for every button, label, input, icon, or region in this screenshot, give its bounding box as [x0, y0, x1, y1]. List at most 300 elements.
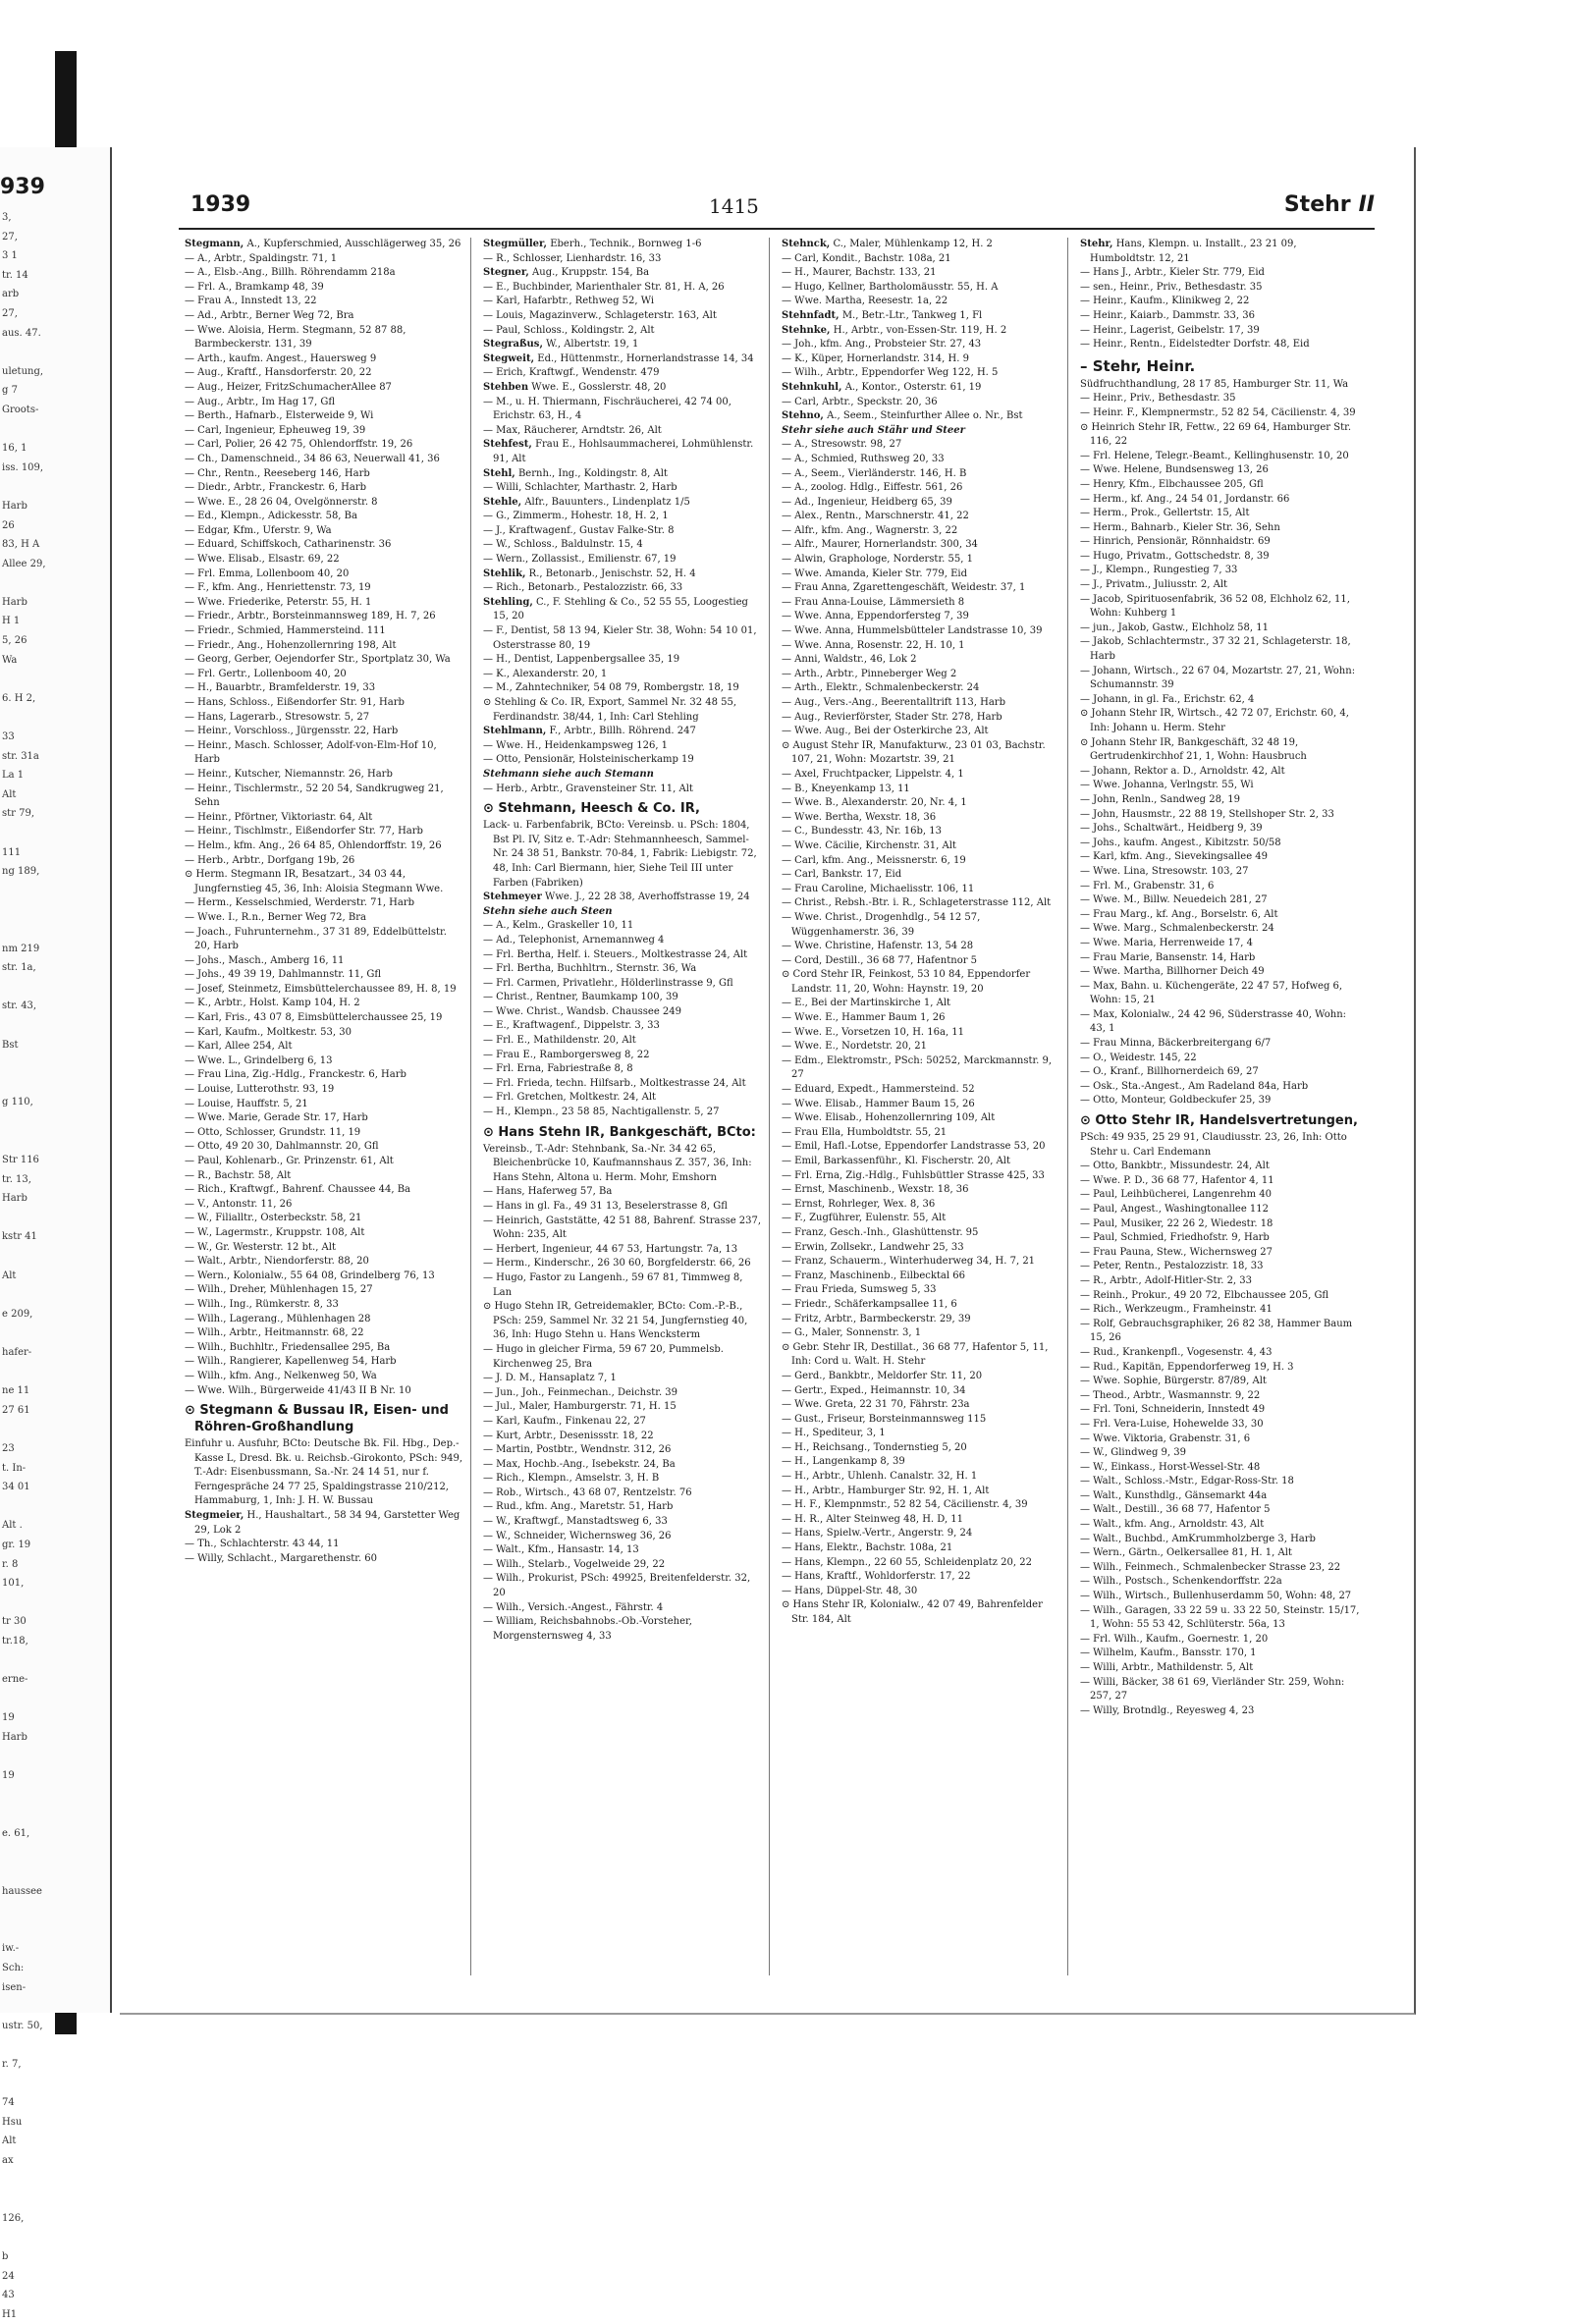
- directory-entry: [185, 1198, 464, 1213]
- entry-text: — Jakob, Schlachtermstr., 37 32 21, Schlageterstr. 18, Harb: [1080, 636, 1351, 663]
- entry-text: — Cord, Destill., 36 68 77, Hafentnor 5: [782, 954, 978, 966]
- entry-text: ⊙ Stegmann & Bussau IR, Eisen- und Röhren-Großhandlung: [185, 1403, 449, 1435]
- entry-text: — Paul, Musiker, 22 26 2, Wiedestr. 18: [1080, 1217, 1273, 1229]
- directory-entry: [483, 1243, 763, 1258]
- previous-page-fragment: 19: [2, 1712, 15, 1724]
- directory-entry: [185, 768, 464, 783]
- entry-text: — Willy, Schlacht., Margarethenstr. 60: [185, 1552, 377, 1564]
- entry-text: ⊙ August Stehr IR, Manufakturw., 23 01 03, Bachstr. 107, 21, Wohn: Mozartstr. 39, 21: [782, 739, 1046, 766]
- directory-entry: [185, 1040, 464, 1054]
- previous-page-fragment: [2, 1920, 46, 1940]
- previous-page-fragment: b: [2, 2250, 9, 2262]
- directory-entry: [1080, 324, 1361, 339]
- entry-text: — Frl. Vera-Luise, Hohewelde 33, 30: [1080, 1418, 1264, 1430]
- directory-entry: [1080, 478, 1361, 493]
- entry-text: — Max, Kolonialw., 24 42 96, Süderstrasse 40, Wohn: 43, 1: [1080, 1008, 1347, 1035]
- directory-entry: [483, 1215, 763, 1243]
- previous-page-fragment: [2, 824, 46, 843]
- entry-text: — Hans, Haferweg 57, Ba: [483, 1186, 613, 1198]
- entry-text: — H., Arbtr., Uhlenh. Canalstr. 32, H. 1: [782, 1471, 978, 1483]
- directory-entry: [483, 1124, 763, 1141]
- entry-text: Vereinsb., T.-Adr: Stehnbank, Sa.-Nr. 34 42 65, Bleichenbrücke 10, Kaufmannshaus Z. 357, 36, Inh: Hans Stehn, Altona u. Herm. Mohr, Emshorn: [483, 1143, 752, 1183]
- entry-text: — Ad., Arbtr., Berner Weg 72, Bra: [185, 309, 354, 321]
- directory-entry: [782, 252, 1061, 267]
- directory-entry: [1080, 1274, 1361, 1289]
- directory-entry: [782, 396, 1061, 410]
- directory-entry: [1080, 1661, 1361, 1676]
- entry-text: — Heinr., Pförtner, Viktoriastr. 64, Alt: [185, 811, 373, 823]
- entry-text: — Wwe. Marie, Gerade Str. 17, Harb: [185, 1112, 368, 1124]
- directory-entry: [782, 1283, 1061, 1298]
- entry-text: — Frau E., Ramborgersweg 8, 22: [483, 1049, 650, 1060]
- entry-text: — Heinr., Vorschloss., Jürgensstr. 22, Harb: [185, 726, 399, 737]
- directory-entry: [1080, 1231, 1361, 1246]
- previous-page-fragment: [2, 420, 46, 440]
- entry-text: — Frl. Toni, Schneiderin, Innstedt 49: [1080, 1404, 1266, 1416]
- directory-entry: [185, 324, 464, 352]
- directory-entry: [483, 962, 763, 977]
- directory-entry: [1080, 295, 1361, 309]
- directory-entry: [185, 896, 464, 911]
- directory-entry: [782, 1298, 1061, 1313]
- entry-text: — Heinrich, Gaststätte, 42 51 88, Bahrenf. Strasse 237, Wohn: 235, Alt: [483, 1215, 762, 1241]
- entry-text: Aug., Kruppstr. 154, Ba: [532, 267, 650, 279]
- directory-entry: [782, 711, 1061, 726]
- previous-page-fragment: tr.18,: [2, 1635, 28, 1647]
- entry-text: — Wilh., Rangierer, Kapellenweg 54, Harb: [185, 1356, 397, 1368]
- directory-entry: [782, 639, 1061, 654]
- entry-text: — O., Kranf., Billhornerdeich 69, 27: [1080, 1066, 1259, 1078]
- entry-text: — Hans, Schloss., Eißendorfer Str. 91, Harb: [185, 697, 405, 708]
- entry-surname: Stegner,: [483, 267, 529, 279]
- previous-page-fragment: 74: [2, 2097, 15, 2109]
- directory-entry: [1080, 378, 1361, 393]
- entry-text: — Helm., kfm. Ang., 26 64 85, Ohlendorffstr. 19, 26: [185, 839, 442, 851]
- directory-entry: [185, 1313, 464, 1327]
- directory-entry: [185, 711, 464, 726]
- entry-surname: Stehnkuhl,: [782, 381, 842, 393]
- directory-entry: [185, 668, 464, 682]
- directory-entry: [1080, 937, 1361, 951]
- entry-text: — A., Schmied, Ruthsweg 20, 33: [782, 453, 945, 464]
- entry-text: — Willi, Arbtr., Mathildenstr. 5, Alt: [1080, 1662, 1254, 1673]
- directory-entry: [483, 553, 763, 567]
- directory-entry: [782, 739, 1061, 768]
- directory-entry: [483, 800, 763, 817]
- entry-text: — Wwe. I., R.n., Berner Weg 72, Bra: [185, 911, 366, 923]
- directory-entry: [1080, 922, 1361, 937]
- directory-entry: [782, 725, 1061, 739]
- directory-entry: [185, 481, 464, 496]
- directory-entry: [1080, 736, 1361, 765]
- keyword-text: Stehr: [1283, 192, 1351, 217]
- directory-entry: [483, 1530, 763, 1544]
- entry-text: R., Betonarb., Jenischstr. 52, H. 4: [528, 567, 696, 579]
- directory-entry: [782, 238, 1061, 252]
- entry-text: — A., Seem., Vierländerstr. 146, H. B: [782, 467, 967, 479]
- entry-text: — W., Gr. Westerstr. 12 bt., Alt: [185, 1241, 336, 1253]
- entry-text: — Rich., Betonarb., Pestalozzistr. 66, 33: [483, 582, 683, 594]
- directory-entry: [782, 453, 1061, 467]
- entry-text: — Max, Hochb.-Ang., Isebekstr. 24, Ba: [483, 1458, 676, 1470]
- entry-text: — Frau Anna-Louise, Lämmersieth 8: [782, 596, 965, 608]
- page-number: 1415: [709, 194, 759, 218]
- directory-entry: [782, 481, 1061, 496]
- entry-text: — Wwe. E., Vorsetzen 10, H. 16a, 11: [782, 1026, 965, 1038]
- entry-text: — Berth., Hafnarb., Elsterweide 9, Wi: [185, 410, 374, 422]
- directory-entry: [1080, 1065, 1361, 1080]
- directory-entry: [1080, 535, 1361, 550]
- directory-entry: [483, 977, 763, 992]
- entry-text: — Frau A., Innstedt 13, 22: [185, 296, 317, 307]
- entry-text: — H., Arbtr., Hamburger Str. 92, H. 1, Alt: [782, 1485, 990, 1496]
- directory-entry: [1080, 665, 1361, 693]
- entry-text: — Paul, Schloss., Koldingstr. 2, Alt: [483, 324, 655, 336]
- directory-entry: [185, 281, 464, 296]
- entry-text: — Franz, Schauerm., Winterhuderweg 34, H. 7, 21: [782, 1256, 1036, 1268]
- entry-text: — Wwe. Martha, Reesestr. 1a, 22: [782, 296, 948, 307]
- entry-surname: Stehle,: [483, 496, 522, 508]
- entry-text: — Theod., Arbtr., Wasmannstr. 9, 22: [1080, 1389, 1261, 1401]
- directory-entry: [185, 1226, 464, 1241]
- entry-text: — John, Hausmstr., 22 88 19, Stellshoper Str. 2, 33: [1080, 808, 1334, 820]
- entry-text: — Louise, Hauffstr. 5, 21: [185, 1098, 308, 1109]
- directory-entry: [483, 438, 763, 466]
- entry-text: — Wwe. E., Hammer Baum 1, 26: [782, 1012, 946, 1024]
- previous-page-edge: [0, 147, 112, 2320]
- entry-text: — Wwe. P. D., 36 68 77, Hafentor 4, 11: [1080, 1174, 1274, 1186]
- directory-entry: [782, 338, 1061, 352]
- directory-entry: [1080, 893, 1361, 908]
- directory-entry: [185, 839, 464, 854]
- directory-entry: [1080, 951, 1361, 966]
- entry-text: — Wilh., Versich.-Angest., Fährstr. 4: [483, 1601, 664, 1613]
- previous-page-fragment: [2, 1247, 46, 1267]
- directory-entry: [1080, 1289, 1361, 1304]
- entry-text: — Heinr., Rentn., Eidelstedter Dorfstr. 48, Eid: [1080, 339, 1310, 351]
- entry-text: — Carl, Arbtr., Speckstr. 20, 36: [782, 396, 938, 407]
- previous-page-fragment: uletung,: [2, 365, 44, 377]
- entry-text: — Walt., Kunsthdlg., Gänsemarkt 44a: [1080, 1489, 1268, 1501]
- directory-entry: [185, 1326, 464, 1341]
- directory-entry: [1080, 779, 1361, 793]
- previous-page-fragment: Hsu: [2, 2116, 23, 2128]
- previous-page-fragment: 126,: [2, 2212, 25, 2224]
- entry-text: ⊙ Hans Stehr IR, Kolonialw., 42 07 49, Bahrenfelder Str. 184, Alt: [782, 1599, 1043, 1625]
- entry-text: — W., Schloss., Baldulnstr. 15, 4: [483, 539, 643, 551]
- directory-entry: [1080, 593, 1361, 622]
- directory-entry: [1080, 1052, 1361, 1066]
- previous-page-fragment: [2, 1690, 46, 1709]
- previous-page-fragment: [2, 2075, 46, 2094]
- entry-text: — Frl. A., Bramkamp 48, 39: [185, 281, 324, 293]
- directory-entry: [1080, 635, 1361, 664]
- entry-text: — Henry, Kfm., Elbchaussee 205, Gfl: [1080, 478, 1264, 490]
- directory-entry: [782, 1212, 1061, 1226]
- entry-text: — Otto, Schlosser, Grundstr. 11, 19: [185, 1126, 361, 1138]
- directory-entry: [185, 854, 464, 869]
- entry-text: ⊙ Johann Stehr IR, Wirtsch., 42 72 07, Erichstr. 60, 4, Inh: Johann u. Herm. Stehr: [1080, 708, 1349, 733]
- previous-page-fragment: ax: [2, 2154, 14, 2166]
- entry-text: — Aug., Kraftf., Hansdorferstr. 20, 22: [185, 367, 372, 379]
- entry-text: — Karl, kfm. Ang., Sievekingsallee 49: [1080, 851, 1269, 863]
- entry-text: — Hans J., Arbtr., Kieler Str. 779, Eid: [1080, 267, 1265, 279]
- entry-text: — G., Zimmerm., Hohestr. 18, H. 2, 1: [483, 511, 669, 522]
- directory-entry: [782, 1498, 1061, 1513]
- previous-page-fragment: iss. 109,: [2, 461, 44, 473]
- previous-page-fragment: Groots-: [2, 404, 39, 415]
- entry-text: — Frau Anna, Zgarettengeschäft, Weidestr. 37, 1: [782, 582, 1026, 594]
- previous-page-fragment: [2, 343, 46, 362]
- entry-text: — H. R., Alter Steinweg 48, H. D, 11: [782, 1513, 964, 1525]
- entry-text: — A., Kelm., Graskeller 10, 11: [483, 920, 634, 932]
- directory-entry: [782, 281, 1061, 296]
- directory-entry: [185, 1126, 464, 1141]
- directory-entry: [782, 1570, 1061, 1585]
- entry-text: — Heinr., Kaufm., Klinikweg 2, 22: [1080, 296, 1250, 307]
- previous-page-fragment: arb: [2, 289, 20, 300]
- directory-entry: [483, 1458, 763, 1473]
- entry-text: — Rich., Kraftwgf., Bahrenf. Chaussee 44, Ba: [185, 1184, 411, 1196]
- directory-entry: [483, 467, 763, 482]
- directory-entry: [185, 1437, 464, 1509]
- directory-entry: [1080, 850, 1361, 865]
- directory-entry: [1080, 1561, 1361, 1576]
- entry-text: — Rolf, Gebrauchsgraphiker, 26 82 38, Hammer Baum 15, 26: [1080, 1318, 1353, 1344]
- entry-text: — Frl. Helene, Telegr.-Beamt., Kellinghusenstr. 10, 20: [1080, 450, 1349, 461]
- directory-entry: [782, 1598, 1061, 1627]
- directory-entry: [782, 1527, 1061, 1541]
- entry-text: — B., Kneyenkamp 13, 11: [782, 783, 910, 794]
- entry-text: — M., u. H. Thiermann, Fischräucherei, 42 74 00, Erichstr. 63, H., 4: [483, 396, 731, 422]
- entry-text: — Otto, Bankbtr., Missundestr. 24, Alt: [1080, 1161, 1270, 1172]
- previous-page-fragment: tr. 14: [2, 269, 28, 281]
- directory-entry: [782, 1370, 1061, 1384]
- entry-text: M., Betr.-Ltr., Tankweg 1, Fl: [841, 309, 983, 321]
- entry-surname: Stegraßus,: [483, 339, 543, 351]
- entry-text: — Wwe. Bertha, Wexstr. 18, 36: [782, 811, 937, 823]
- previous-page-fragment: [2, 1843, 46, 1863]
- previous-page-fragment: tr. 13,: [2, 1173, 31, 1185]
- entry-surname: Stegweit,: [483, 352, 535, 364]
- directory-entry: [483, 1300, 763, 1343]
- directory-entry: [782, 954, 1061, 969]
- previous-page-fragment: [2, 1651, 46, 1671]
- directory-entry: [1080, 338, 1361, 352]
- page-keyword: [1284, 192, 1375, 217]
- entry-text: — Frau Pauna, Stew., Wichernsweg 27: [1080, 1246, 1273, 1258]
- directory-entry: [185, 524, 464, 539]
- entry-text: — Alwin, Graphologe, Norderstr. 55, 1: [782, 554, 973, 566]
- directory-entry: [782, 811, 1061, 826]
- directory-entry: [1080, 1403, 1361, 1418]
- directory-entry: [483, 496, 763, 511]
- directory-entry: [483, 1500, 763, 1515]
- directory-entry: [782, 1398, 1061, 1413]
- directory-entry: [185, 954, 464, 969]
- directory-entry: [782, 596, 1061, 611]
- entry-text: — jun., Jakob, Gastw., Elchholz 58, 11: [1080, 622, 1269, 633]
- entry-text: — R., Arbtr., Adolf-Hitler-Str. 2, 33: [1080, 1274, 1253, 1286]
- previous-page-fragment: e. 61,: [2, 1827, 30, 1839]
- directory-entry: [185, 309, 464, 324]
- directory-entry: [1080, 1389, 1361, 1404]
- previous-page-fragment: iw.-: [2, 1943, 20, 1955]
- directory-entry: [185, 496, 464, 511]
- previous-page-fragment: str 79,: [2, 808, 35, 820]
- entry-text: C., Maler, Mühlenkamp 12, H. 2: [833, 239, 993, 249]
- entry-text: — Hans, Düppel-Str. 48, 30: [782, 1585, 918, 1596]
- directory-entry: [483, 1615, 763, 1644]
- directory-entry: [1080, 1604, 1361, 1633]
- entry-text: — Frl. M., Grabenstr. 31, 6: [1080, 880, 1215, 892]
- directory-entry: [1080, 908, 1361, 923]
- directory-entry: [1080, 808, 1361, 823]
- directory-entry: [1080, 1112, 1361, 1129]
- entry-text: ⊙ Hans Stehn IR, Bankgeschäft, BCto:: [483, 1124, 756, 1140]
- entry-text: — Wwe. Elisab., Elsastr. 69, 22: [185, 554, 340, 566]
- entry-surname: Stehr,: [1080, 239, 1113, 249]
- directory-entry: [1080, 1131, 1361, 1160]
- entry-text: — Rud., kfm. Ang., Maretstr. 51, Harb: [483, 1501, 674, 1513]
- previous-page-fragment: r. 8: [2, 1558, 19, 1570]
- directory-entry: [185, 266, 464, 281]
- directory-entry: [185, 1026, 464, 1041]
- directory-entry: [483, 1372, 763, 1386]
- entry-text: — Frl. Emma, Lollenboom 40, 20: [185, 567, 350, 579]
- directory-entry: [1080, 578, 1361, 593]
- directory-entry: [185, 1183, 464, 1198]
- entry-text: — F., kfm. Ang., Henriettenstr. 73, 19: [185, 582, 371, 594]
- entry-text: — Paul, Leihbücherei, Langenrehm 40: [1080, 1189, 1272, 1201]
- previous-page-fragment: str. 43,: [2, 1000, 37, 1012]
- entry-text: — H., Langenkamp 8, 39: [782, 1456, 905, 1468]
- directory-entry: [1080, 1633, 1361, 1648]
- directory-entry: [185, 438, 464, 453]
- entry-text: — Herb., Arbtr., Dorfgang 19b, 26: [185, 854, 355, 866]
- entry-text: — Diedr., Arbtr., Franckestr. 6, Harb: [185, 482, 367, 494]
- previous-page-fragment: 19: [2, 1770, 15, 1782]
- entry-text: Hans, Klempn. u. Installt., 23 21 09, Humboldtstr. 12, 21: [1090, 239, 1297, 264]
- entry-text: — Wwe. Christ., Drogenhdlg., 54 12 57, Wüggenhamerstr. 36, 39: [782, 911, 981, 938]
- directory-entry: [185, 1241, 464, 1256]
- directory-entry: [1080, 564, 1361, 578]
- directory-entry: [483, 1143, 763, 1186]
- directory-entry: [1080, 707, 1361, 735]
- directory-entry: [185, 453, 464, 467]
- directory-entry: [782, 1455, 1061, 1470]
- entry-text: — Louis, Magazinverw., Schlageterstr. 163, Alt: [483, 309, 717, 321]
- entry-text: — Ad., Telephonist, Arnemannweg 4: [483, 934, 665, 946]
- entry-text: — Osk., Sta.-Angest., Am Radeland 84a, Harb: [1080, 1080, 1309, 1092]
- directory-entry: [1080, 1080, 1361, 1095]
- entry-text: — H. F., Klempnmstr., 52 82 54, Cäcilienstr. 4, 39: [782, 1499, 1028, 1511]
- directory-entry: [782, 825, 1061, 839]
- directory-entry: [483, 1034, 763, 1049]
- previous-page-fragment: [2, 1363, 46, 1382]
- entry-text: — J., Kraftwagenf., Gustav Falke-Str. 8: [483, 524, 675, 536]
- directory-entry: [1080, 765, 1361, 780]
- directory-entry: [782, 854, 1061, 869]
- entry-text: — V., Antonstr. 11, 26: [185, 1198, 293, 1210]
- directory-entry: [1080, 1546, 1361, 1561]
- directory-entry: [185, 610, 464, 624]
- previous-page-fragment: [2, 1112, 46, 1132]
- directory-entry: [782, 1140, 1061, 1155]
- entry-surname: Stegmann,: [185, 239, 244, 249]
- directory-entry: [1080, 1518, 1361, 1533]
- entry-text: — Wern., Gärtn., Oelkersallee 81, H. 1, Alt: [1080, 1547, 1292, 1559]
- directory-entry: [782, 1111, 1061, 1126]
- previous-page-fragment: 33: [2, 731, 15, 743]
- directory-entry: [1080, 1704, 1361, 1719]
- directory-entry: [782, 1485, 1061, 1499]
- directory-entry: [483, 891, 763, 905]
- entry-text: — Frl. Frieda, techn. Hilfsarb., Moltkestrasse 24, Alt: [483, 1077, 746, 1089]
- directory-entry: [1080, 1203, 1361, 1217]
- entry-text: — A., Elsb.-Ang., Billh. Röhrendamm 218a: [185, 267, 396, 279]
- previous-page-fragment: str. 1a,: [2, 962, 36, 974]
- entry-text: — Johs., 49 39 19, Dahlmannstr. 11, Gfl: [185, 969, 382, 981]
- entry-text: — Franz, Gesch.-Inh., Glashüttenstr. 95: [782, 1226, 979, 1238]
- directory-entry: [185, 409, 464, 424]
- entry-text: — Friedr., Ang., Hohenzollernring 198, Alt: [185, 639, 397, 651]
- entry-text: Einfuhr u. Ausfuhr, BCto: Deutsche Bk. Fil. Hbg., Dep.-Kasse L, Dresd. Bk. u. Reichsb.-Girokonto, PSch: 949, T.-Adr: Eisenbussmann, Sa.-Nr. 24 14 51, nur f. Ferngespräche 24 77 25, Spaldingstrasse 210/212, Hammaburg, 1, Inh: J. H. W. Bussau: [185, 1438, 463, 1507]
- column-1: [181, 238, 471, 1975]
- directory-entry: [782, 783, 1061, 797]
- entry-text: — Wwe. Marg., Schmalenbeckerstr. 24: [1080, 923, 1274, 935]
- directory-page: [120, 147, 1416, 2015]
- entry-surname: Stehnke,: [782, 324, 831, 336]
- previous-page-fragment: [2, 1594, 46, 1613]
- directory-entry: [782, 911, 1061, 940]
- directory-entry: [1080, 421, 1361, 450]
- entry-surname: Stehnck,: [782, 239, 831, 249]
- directory-entry: [1080, 880, 1361, 894]
- directory-entry: [782, 538, 1061, 553]
- column-2: [479, 238, 770, 1975]
- directory-entry: [185, 911, 464, 926]
- directory-entry: [185, 926, 464, 954]
- entry-text: — Wwe. L., Grindelberg 6, 13: [185, 1054, 333, 1066]
- directory-entry: [185, 1355, 464, 1370]
- entry-text: — Frl. Wilh., Kaufm., Goernestr. 1, 20: [1080, 1633, 1269, 1645]
- directory-entry: [782, 1541, 1061, 1556]
- entry-text: — Walt., Arbtr., Niendorferstr. 88, 20: [185, 1256, 369, 1268]
- entry-surname: Stehling,: [483, 596, 533, 608]
- entry-text: — Wilh., Postsch., Schenkendorffstr. 22a: [1080, 1576, 1282, 1588]
- directory-entry: [185, 1155, 464, 1169]
- previous-page-fragment: [2, 1324, 46, 1343]
- previous-page-fragment: hafer-: [2, 1347, 32, 1359]
- previous-page-fragment: [2, 708, 46, 728]
- entry-text: H., Haushaltart., 58 34 94, Garstetter Weg 29, Lok 2: [194, 1510, 460, 1536]
- directory-entry: [782, 409, 1061, 424]
- entry-text: — Frau Marie, Bansenstr. 14, Harb: [1080, 951, 1256, 963]
- directory-entry: [185, 1011, 464, 1026]
- entry-text: — Arth., Elektr., Schmalenbeckerstr. 24: [782, 682, 980, 694]
- directory-entry: [782, 940, 1061, 954]
- entry-text: — Ernst, Rohrleger, Wex. 8, 36: [782, 1198, 936, 1210]
- entry-text: Bernh., Ing., Koldingstr. 8, Alt: [517, 467, 668, 479]
- directory-entry: [185, 1212, 464, 1226]
- entry-surname: Stehlmann,: [483, 726, 547, 737]
- directory-entry: [782, 839, 1061, 854]
- entry-text: ⊙ Johann Stehr IR, Bankgeschäft, 32 48 19, Gertrudenkirchhof 21, 1, Wohn: Hausbruch: [1080, 736, 1307, 763]
- entry-text: — G., Maler, Sonnenstr. 3, 1: [782, 1327, 922, 1339]
- entry-text: — Heinr., Tischlmstr., Eißendorfer Str. 77, Harb: [185, 826, 423, 838]
- entry-text: Wwe. E., Gosslerstr. 48, 20: [531, 381, 667, 393]
